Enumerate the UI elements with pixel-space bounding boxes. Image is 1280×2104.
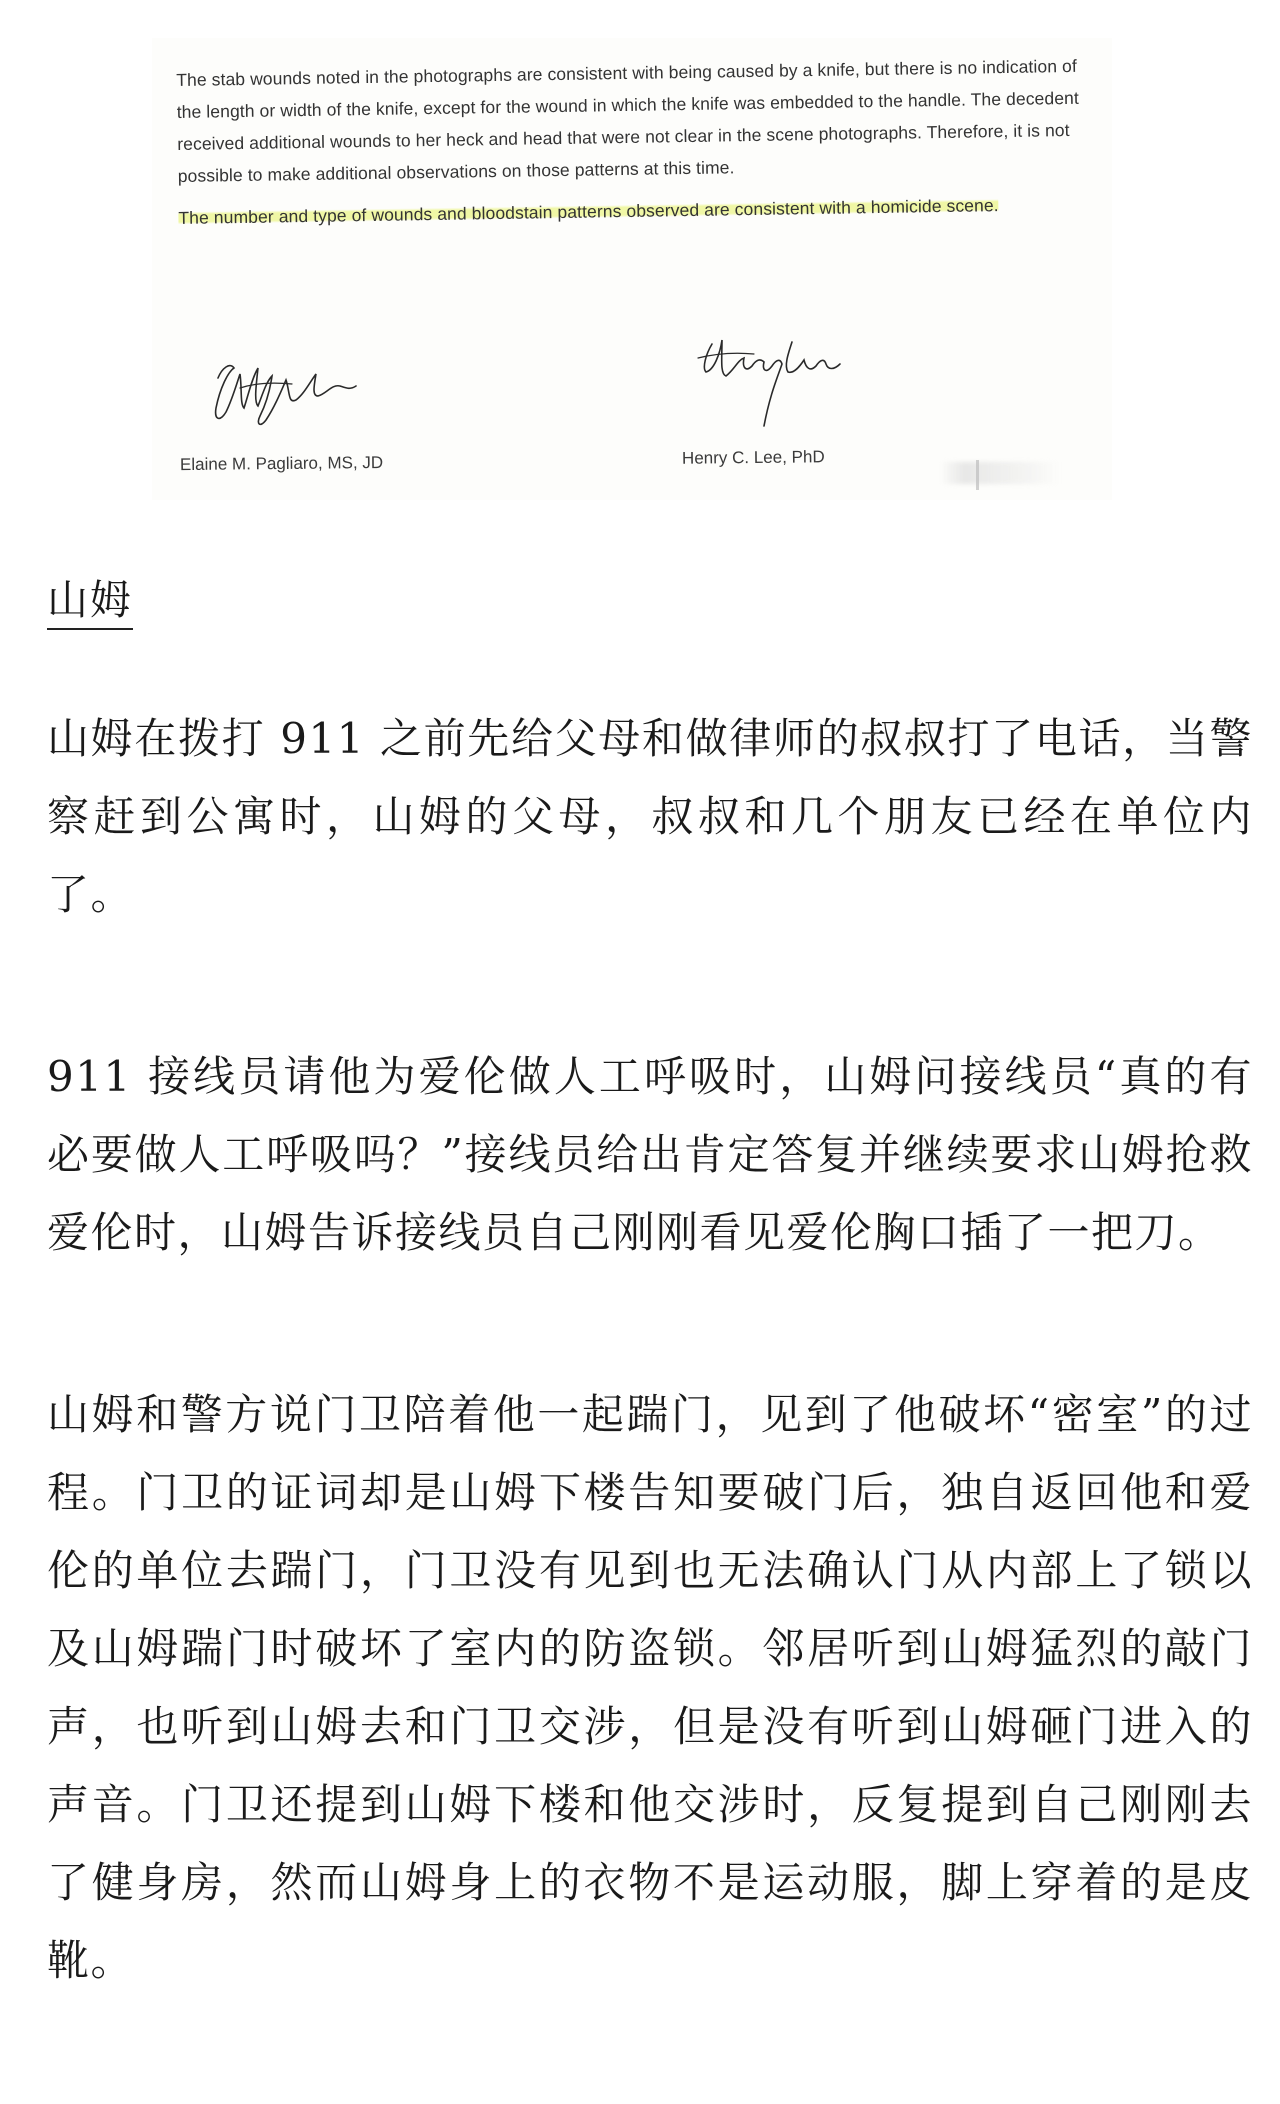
article-body <box>47 700 1253 2104</box>
scan-smudge-mark <box>976 460 979 490</box>
article-paragraph-1: 山姆在拨打 911 之前先给父母和做律师的叔叔打了电话，当警察赶到公寓时，山姆的父母，叔叔和几个朋友已经在单位内了。 <box>47 714 1253 919</box>
report-paragraph-stab-wounds: The stab wounds noted in the photographs are consistent with being caused by a knife, but there is no indication of the length or width of the knife, except for the wound in which the knife was embedded to the handle. The decedent received additional wounds to her heck and head that were not clear in the scene photographs. Therefore, it is not possible to make additional observations on those patterns at this time. <box>176 55 1080 186</box>
section-title: 山姆 <box>47 574 133 630</box>
article-paragraph-3: 山姆和警方说门卫陪着他一起踹门，见到了他破坏“密室”的过程。门卫的证词却是山姆下楼告知要破门后，独自返回他和爱伦的单位去踹门，门卫没有见到也无法确认门从内部上了锁以及山姆踹门时破坏了室内的防盗锁。邻居听到山姆猛烈的敲门声，也听到山姆去和门卫交涉，但是没有听到山姆砸门进入的声音。门卫还提到山姆下楼和他交涉时，反复提到自己刚刚去了健身房，然而山姆身上的衣物不是运动服，脚上穿着的是皮靴。 <box>47 1390 1253 1985</box>
signature-lee-graphic <box>684 314 854 444</box>
report-text-block <box>176 50 1089 234</box>
article-paragraph-2: 911 接线员请他为爱伦做人工呼吸时，山姆问接线员“真的有必要做人工呼吸吗？”接线员给出肯定答复并继续要求山姆抢救爱伦时，山姆告诉接线员自己刚刚看见爱伦胸口插了一把刀。 <box>47 1052 1253 1257</box>
scan-smudge <box>940 462 1060 484</box>
highlighted-conclusion: The number and type of wounds and bloodstain patterns observed are consistent with a homicide scene. <box>178 195 999 228</box>
report-paragraph-conclusion <box>178 188 1088 234</box>
signer-name-lee: Henry C. Lee, PhD <box>681 447 825 468</box>
signer-name-pagliaro: Elaine M. Pagliaro, MS, JD <box>179 452 384 475</box>
report-scan-image <box>152 38 1112 500</box>
signature-pagliaro <box>200 338 370 448</box>
signature-pagliaro-graphic <box>200 338 370 448</box>
signature-lee <box>684 314 854 444</box>
